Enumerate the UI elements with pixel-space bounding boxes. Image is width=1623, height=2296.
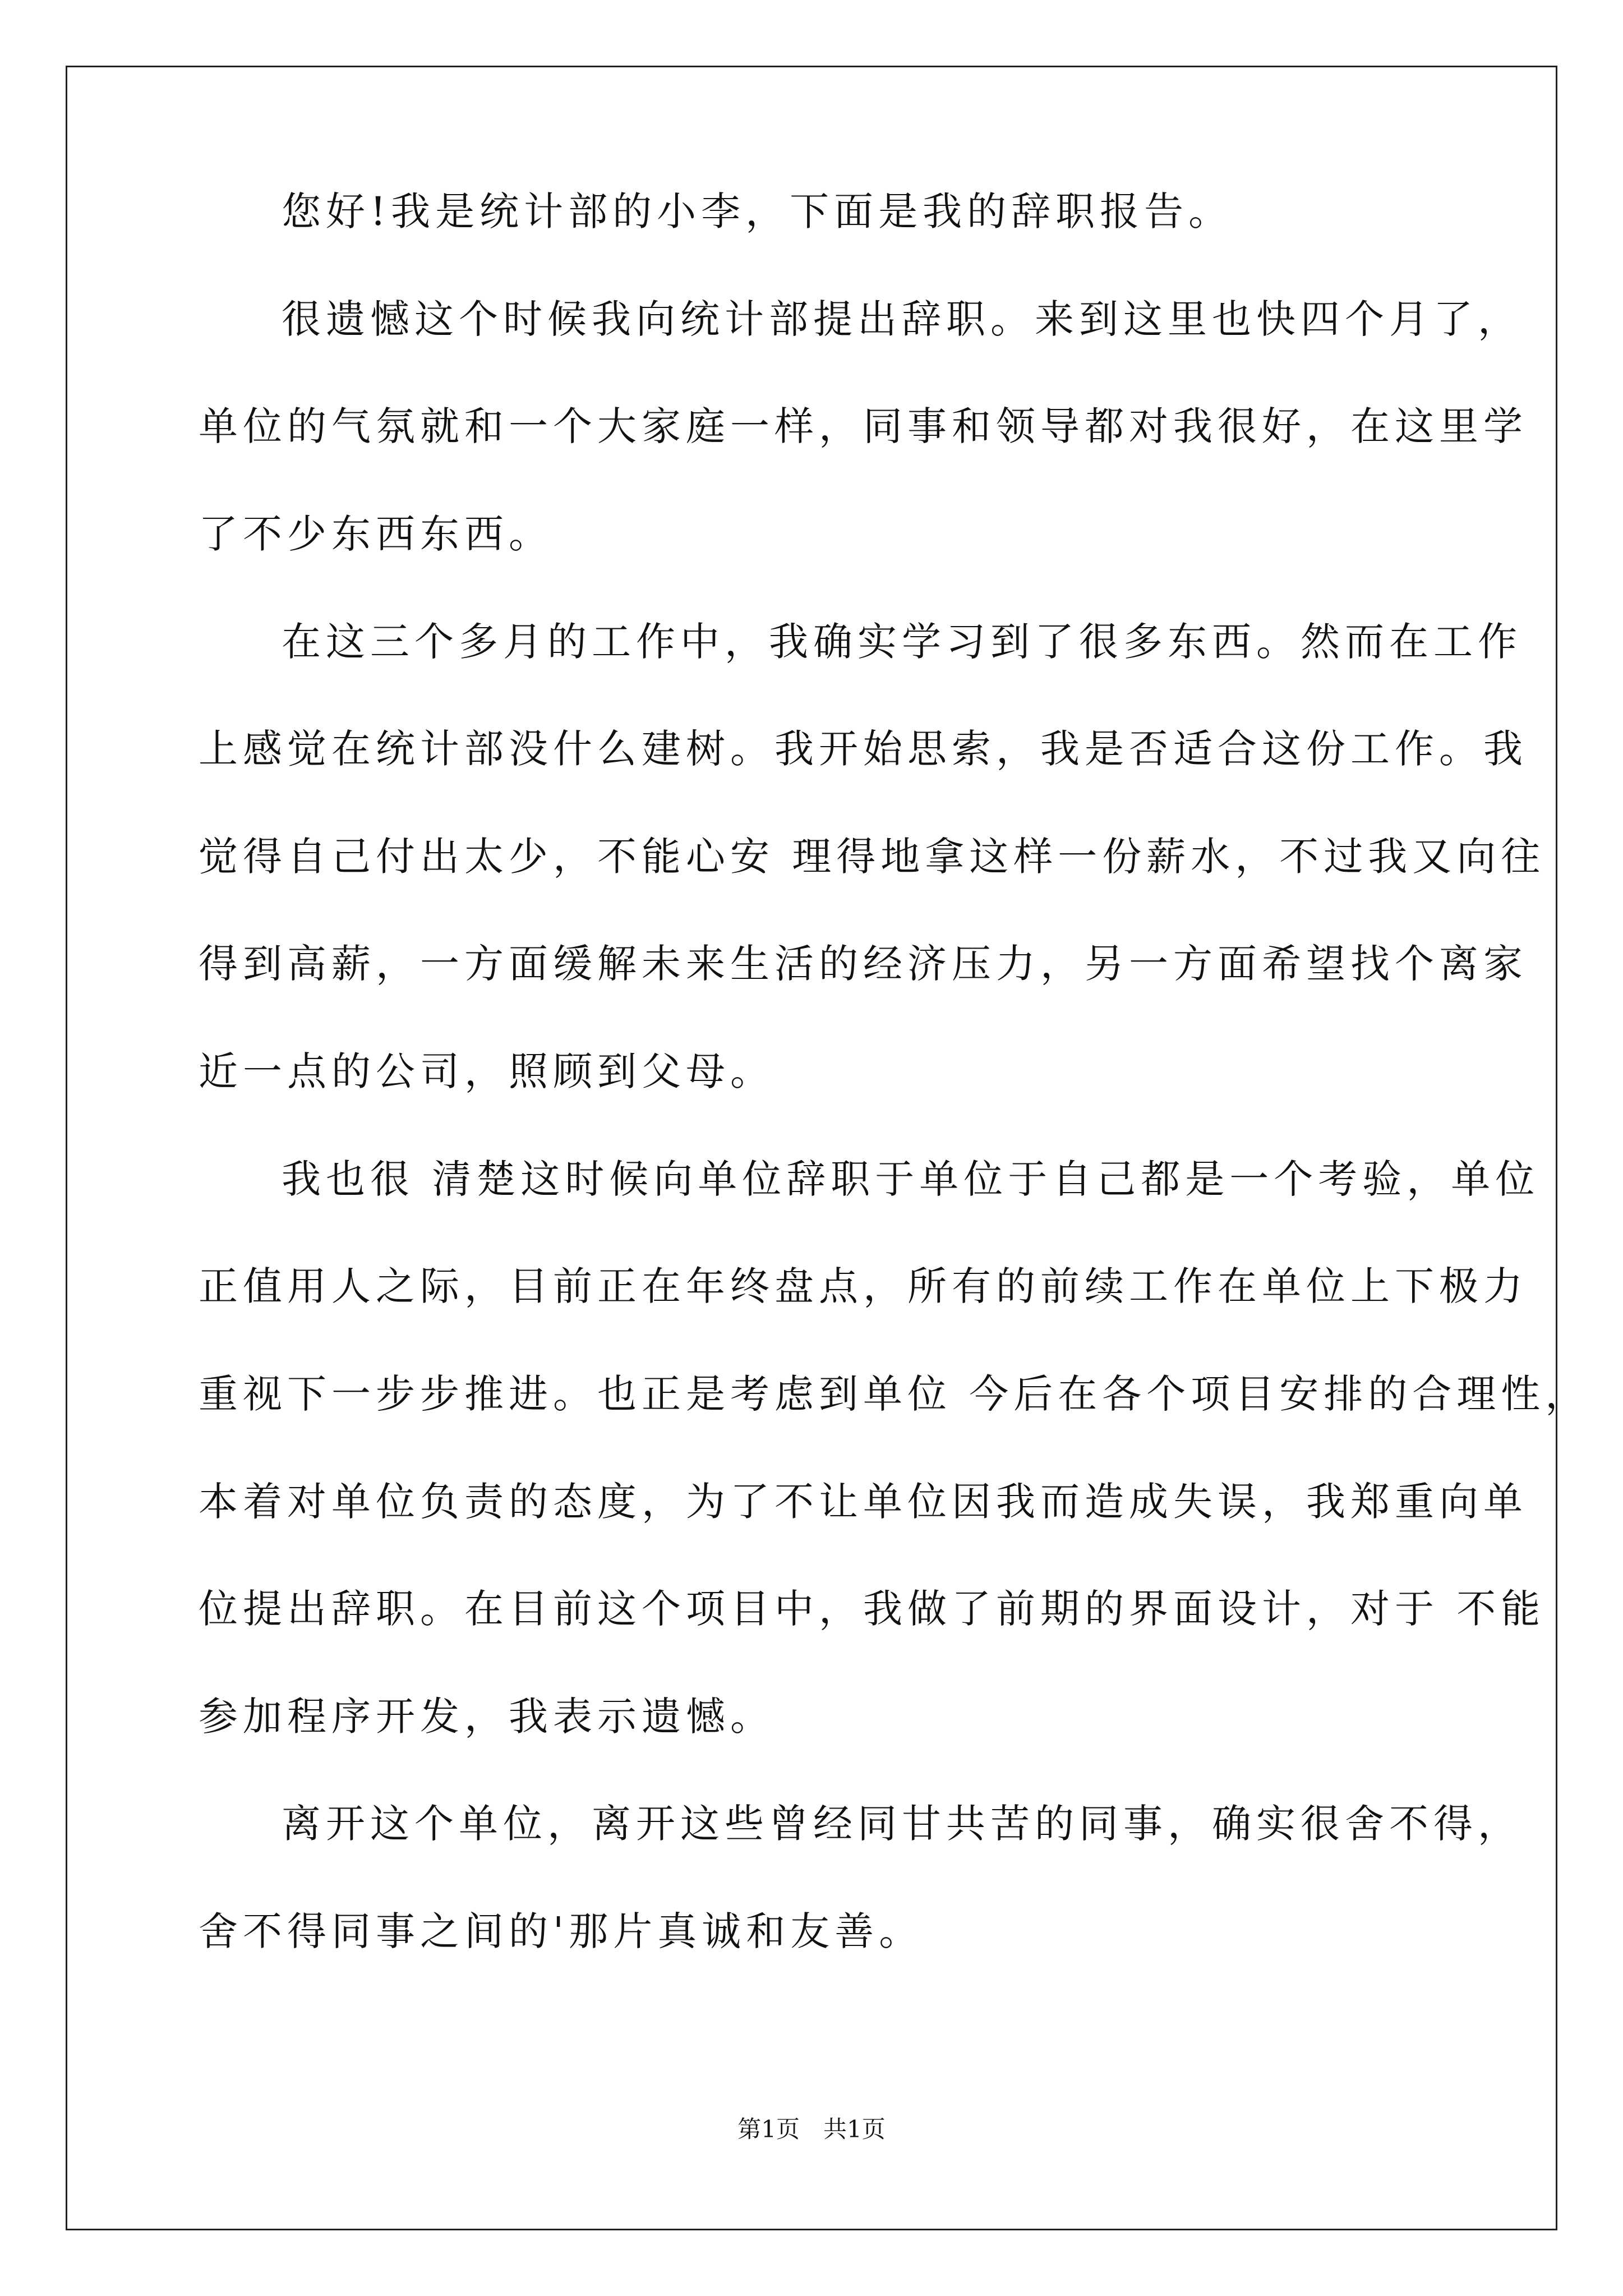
paragraph-5-line-2: 舍不得同事之间的'那片真诚和友善。 xyxy=(199,1908,924,1954)
paragraph-3-line-4: 得到高薪，一方面缓解未来生活的经济压力，另一方面希望找个离家 xyxy=(199,941,1528,987)
paragraph-4-line-5: 位提出辞职。在目前这个项目中，我做了前期的界面设计，对于 不能 xyxy=(199,1586,1546,1632)
paragraph-4-line-4: 本着对单位负责的态度，为了不让单位因我而造成失误，我郑重向单 xyxy=(199,1479,1528,1525)
page-number: 第1页 xyxy=(737,2115,800,2143)
paragraph-1-line-1: 您好!我是统计部的小李，下面是我的辞职报告。 xyxy=(282,188,1233,234)
paragraph-4-line-3: 重视下一步步推进。也正是考虑到单位 今后在各个项目安排的合理性， xyxy=(199,1371,1590,1417)
paragraph-5-line-1: 离开这个单位，离开这些曾经同甘共苦的同事，确实很舍不得， xyxy=(282,1801,1522,1847)
paragraph-2-line-3: 了不少东西东西。 xyxy=(199,511,553,557)
paragraph-3-line-3: 觉得自己付出太少，不能心安 理得地拿这样一份薪水，不过我又向往 xyxy=(199,834,1546,880)
paragraph-4-line-1: 我也很 清楚这时候向单位辞职于单位于自己都是一个考验，单位 xyxy=(282,1156,1540,1202)
page-total: 共1页 xyxy=(823,2115,886,2143)
paragraph-2-line-2: 单位的气氛就和一个大家庭一样，同事和领导都对我很好，在这里学 xyxy=(199,403,1528,449)
paragraph-3-line-1: 在这三个多月的工作中，我确实学习到了很多东西。然而在工作 xyxy=(282,619,1522,665)
paragraph-4-line-2: 正值用人之际，目前正在年终盘点，所有的前续工作在单位上下极力 xyxy=(199,1263,1528,1309)
paragraph-3-line-2: 上感觉在统计部没什么建树。我开始思索，我是否适合这份工作。我 xyxy=(199,726,1528,772)
paragraph-2-line-1: 很遗憾这个时候我向统计部提出辞职。来到这里也快四个月了， xyxy=(282,296,1522,342)
page-footer xyxy=(0,2114,1623,2145)
paragraph-4-line-6: 参加程序开发，我表示遗憾。 xyxy=(199,1694,774,1740)
paragraph-3-line-5: 近一点的公司，照顾到父母。 xyxy=(199,1048,774,1094)
